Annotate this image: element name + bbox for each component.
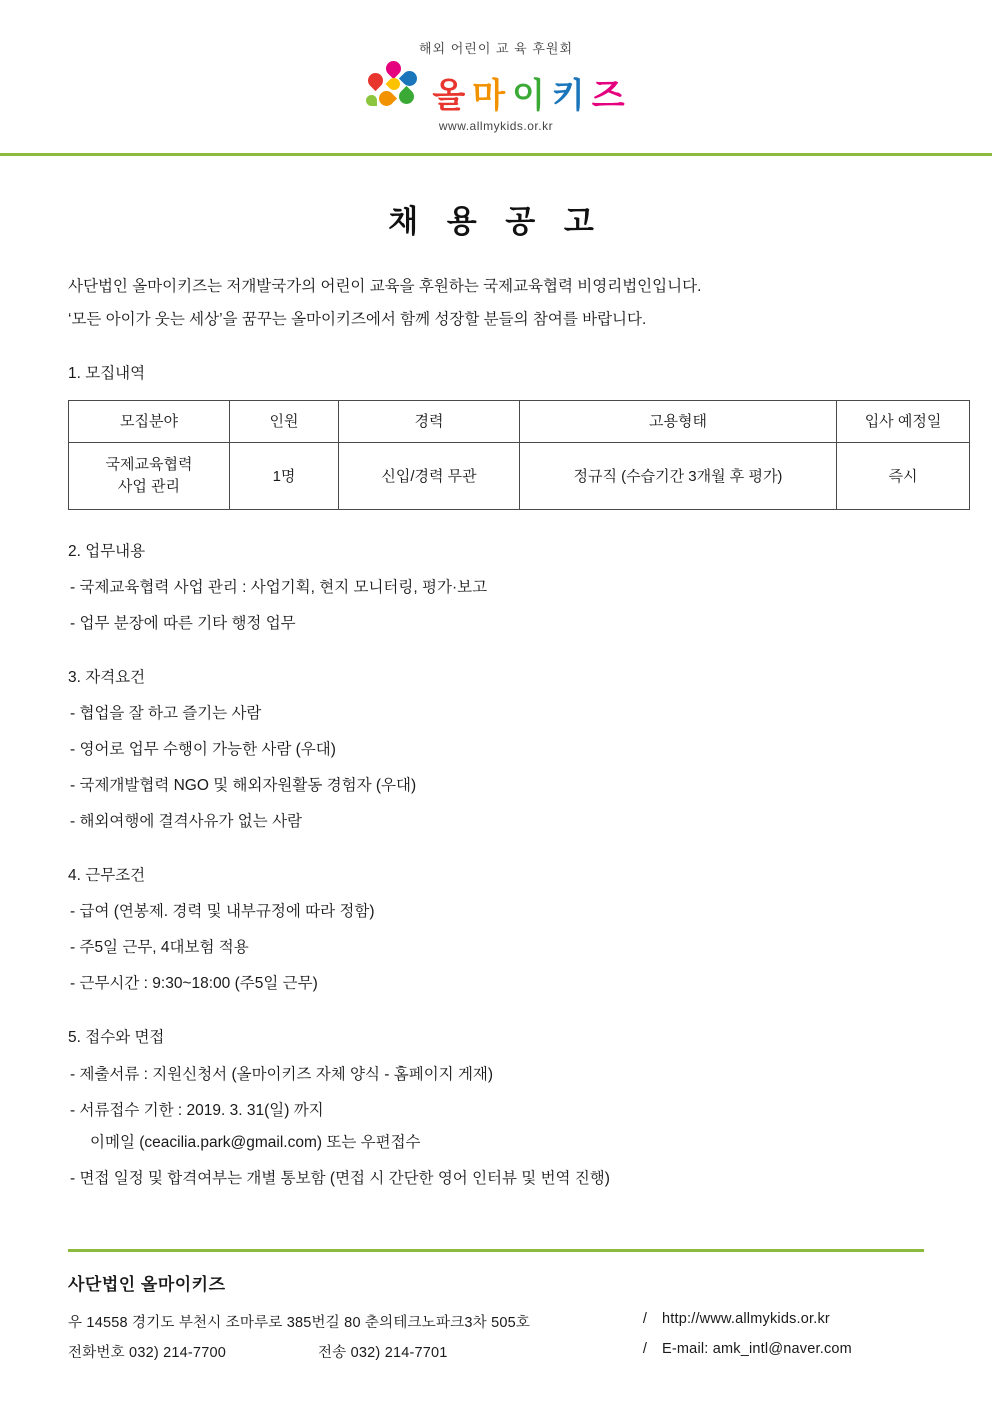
footer-fax: 전송 032) 214-7701: [318, 1345, 448, 1361]
cell-field: [69, 443, 230, 510]
cell-employment-type: 정규직 (수습기간 3개월 후 평가): [520, 443, 837, 510]
table-header-row: [69, 401, 970, 443]
application-item: - 서류접수 기한 : 2019. 3. 31(일) 까지: [70, 1101, 324, 1119]
qualification-item: - 영어로 업무 수행이 가능한 사람 (우대): [70, 741, 336, 759]
cell-career: 신입/경력 무관: [339, 443, 520, 510]
document-body: [0, 275, 992, 1191]
section-recruitment-details: [68, 362, 942, 510]
duty-item: - 업무 분장에 따른 기타 행정 업무: [70, 615, 296, 633]
footer-email-link[interactable]: E-mail: amk_intl@naver.com: [662, 1341, 852, 1357]
table-row: [69, 443, 970, 510]
section-working-conditions: [68, 864, 924, 996]
application-email-line: 이메일 (ceacilia.park@gmail.com) 또는 우편접수: [90, 1133, 421, 1151]
logo-char-4: 키: [551, 77, 586, 115]
logo-char-3: 이: [512, 77, 546, 115]
condition-item: - 근무시간 : 9:30~18:00 (주5일 근무): [70, 975, 318, 993]
qualification-item: - 협업을 잘 하고 즐기는 사람: [70, 705, 262, 723]
logo-tagline: 해외 어린이 교 육 후원회: [418, 41, 573, 56]
intro-line-1: 사단법인 올마이키즈는 저개발국가의 어린이 교육을 후원하는 국제교육협력 비영리법인입니다.: [68, 278, 702, 295]
page-title: 채 용 공 고: [388, 204, 604, 239]
section-heading-5: 5. 접수와 면접: [68, 1029, 165, 1047]
document-header: [0, 0, 992, 135]
recruitment-table: [68, 400, 970, 510]
logo-char-5: 즈: [591, 77, 626, 115]
logo-char-1: 올: [432, 77, 467, 115]
flower-logo-icon: [366, 61, 424, 113]
section-application-and-interview: [68, 1026, 924, 1190]
table-header-start-date: 입사 예정일: [837, 401, 970, 443]
duty-item: - 국제교육협력 사업 관리 : 사업기획, 현지 모니터링, 평가·보고: [70, 579, 488, 597]
qualification-item: - 해외여행에 결격사유가 없는 사람: [70, 813, 303, 831]
section-job-duties: [68, 540, 924, 636]
cell-field-line2: 사업 관리: [117, 478, 181, 496]
condition-item: - 주5일 근무, 4대보험 적용: [70, 939, 249, 957]
header-divider: [0, 153, 992, 156]
footer-separator-2: /: [642, 1341, 648, 1357]
table-header-field: 모집분야: [69, 401, 230, 443]
section-qualifications: [68, 666, 924, 834]
organization-logo: [366, 38, 625, 133]
logo-website-url: www.allmykids.or.kr: [438, 119, 554, 133]
footer-contact-row: [68, 1341, 924, 1362]
section-heading-2: 2. 업무내용: [68, 543, 146, 561]
logo-wordmark: [366, 61, 625, 113]
cell-field-line1: 국제교육협력: [105, 455, 193, 473]
section-heading-4: 4. 근무조건: [68, 867, 146, 885]
footer-phone-fax: [68, 1341, 628, 1362]
table-header-employment-type: 고용형태: [520, 401, 837, 443]
condition-item: - 급여 (연봉제. 경력 및 내부규정에 따라 정함): [70, 903, 375, 921]
footer-separator-1: /: [642, 1311, 648, 1327]
intro-line-2: ‘모든 아이가 웃는 세상’을 꿈꾸는 올마이키즈에서 함께 성장할 분들의 참여를 바랍니다.: [68, 311, 647, 329]
table-header-count: 인원: [230, 401, 339, 443]
document-footer: [0, 1249, 992, 1371]
footer-phone: 전화번호 032) 214-7700: [68, 1345, 226, 1361]
footer-divider: [68, 1249, 924, 1252]
cell-count: 1명: [230, 443, 339, 510]
section-heading-1: 1. 모집내역: [68, 365, 146, 383]
footer-website-link[interactable]: http://www.allmykids.or.kr: [662, 1311, 830, 1327]
footer-address-row: [68, 1311, 924, 1332]
cell-start-date: 즉시: [837, 443, 970, 510]
logo-char-2: 마: [472, 77, 507, 115]
section-heading-3: 3. 자격요건: [68, 669, 146, 687]
table-header-career: 경력: [339, 401, 520, 443]
application-item: - 제출서류 : 지원신청서 (올마이키즈 자체 양식 - 홈페이지 게재): [70, 1065, 494, 1083]
qualification-item: - 국제개발협력 NGO 및 해외자원활동 경험자 (우대): [70, 777, 417, 795]
footer-address: 우 14558 경기도 부천시 조마루로 385번길 80 춘의테크노파크3차 505호: [68, 1315, 531, 1331]
footer-organization-name: 사단법인 올마이키즈: [68, 1275, 226, 1294]
application-item: - 면접 일정 및 합격여부는 개별 통보함 (면접 시 간단한 영어 인터뷰 및 번역 진행): [70, 1169, 610, 1187]
intro-paragraph: [68, 275, 924, 332]
